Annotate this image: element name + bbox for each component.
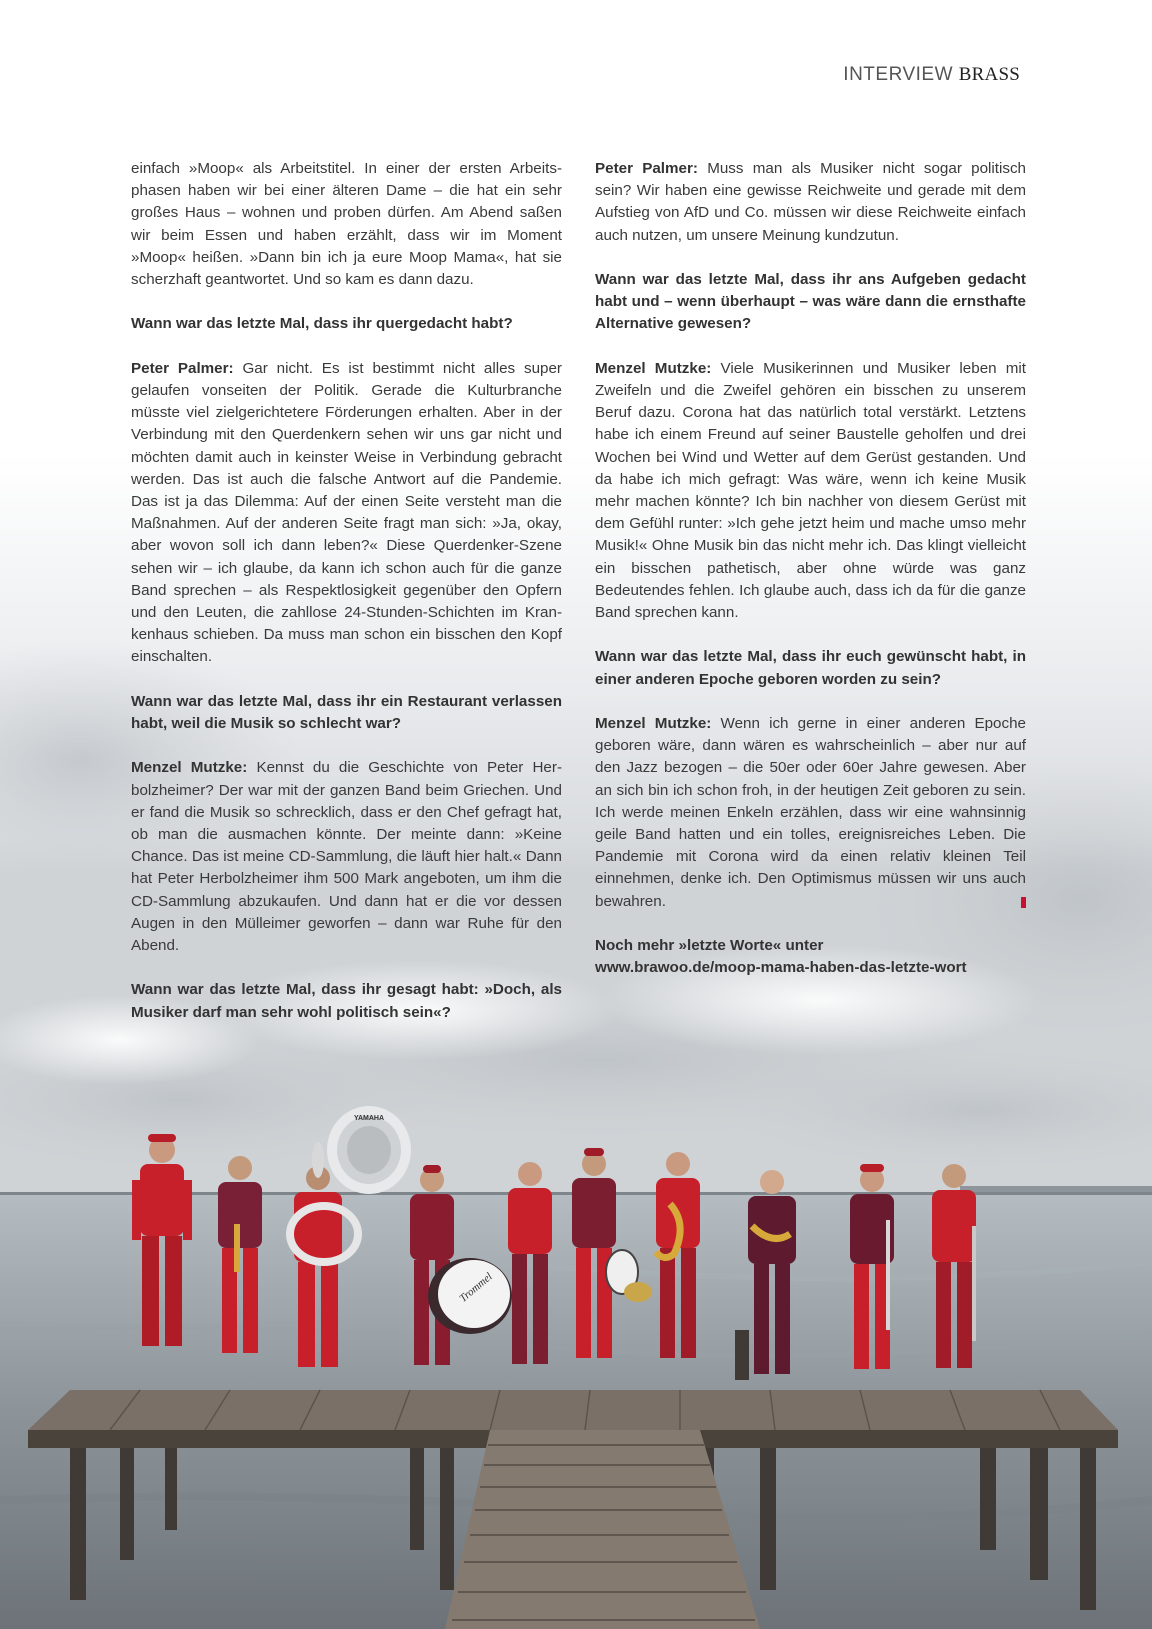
bass-drum <box>428 1258 512 1334</box>
left-column <box>131 158 562 1046</box>
answer-paragraph <box>131 757 562 957</box>
answer-text: Wenn ich gerne in einer anderen Epoche geboren wäre, dann wären es wahrscheinlich – aber nur auf den Jazz bezogen – die 50er oder 60er Jahre gewesen. Aber an sich bin ich schon froh, in der heutigen Zeit geboren zu sein. Ich werde meinen Enkeln erzählen, dass wir eine wahnsinnig geile Band hatten und ein tolles, ereignisreiches Leben. Die Pandemie mit Corona wird da einen relativ kleinen Teil einnehmen, denke ich. Den Optimismus müssen wir uns auch bewahren. <box>595 715 1026 910</box>
running-header <box>843 64 1020 86</box>
answer-text: einfach »Moop« als Arbeitstitel. In einer der ersten Arbeitsphasen haben wir bei einer älteren Dame – die hat ein sehr großes Haus – wohnen und proben dürfen. Am Abend saßen wir beim Essen und haben erzählt, dass wir im Moment »Moop« heißen. »Dann bin ich ja eure Moop Mama«, hat sie scherzhaft geantwortet. Und so kam es dann dazu. <box>131 160 562 289</box>
question: Wann war das letzte Mal, dass ihr euch gewünscht habt, in einer anderen Epoche geboren worden zu sein? <box>595 648 1026 688</box>
answer-paragraph <box>131 358 562 669</box>
question: Wann war das letzte Mal, dass ihr ein Restaurant verlassen habt, weil die Musik so schlecht war? <box>131 692 562 733</box>
answer-text: Gar nicht. Es ist bestimmt nicht alles super gelaufen vonseiten der Politik. Gerade die Kulturbranche müsste viel zielgerichtetere Förderungen erhalten. Aber in der Verbindung mit den Querdenkern sehen wir uns gar nicht und möchten damit auch in keinster Weise in Verbindung gebracht werden. Das ist auch die falsche Antwort auf die Pandemie. Das ist ja das Dilemma: Auf der einen Seite versteht man die Maßnahmen. Auf der anderen Seite fragt man sich: »Ja, okay, aber wovon soll ich dann leben?« Diese Querdenker-Szene sehen wir – ich glaube, da kann ich schon auch für die ganze Band sprechen – als Respektlosigkeit gegenüber den Opfern und den Leuten, die zahllose 24-Stunden-Schichten im Krankenhaus schieben. Da muss man schon ein bisschen den Kopf einschalten. <box>131 359 562 666</box>
right-column <box>595 158 1026 1002</box>
answer-paragraph <box>595 158 1026 247</box>
more-link-intro: Noch mehr »letzte Worte« unter <box>595 937 824 955</box>
sousaphone-bell <box>327 1106 411 1194</box>
answer-text: Kennst du die Geschichte von Peter Herbolzheimer? Der war mit der ganzen Band beim Griechen. Und er fand die Musik so schrecklich, dass er den Chef gefragt hat, ob man die ausmachen könnte. Der meinte dann: »Keine Chance. Das ist meine CD-Sammlung, die läuft hier halt.« Dann hat Peter Herbolzheimer ihm 500 Mark angeboten, um ihm die CD-Sammlung abzukaufen. Und dann hat er die vor dessen Augen in den Mülleimer geworfen – dann war Ruhe für den Abend. <box>131 759 563 955</box>
end-of-article-mark <box>1021 897 1026 908</box>
speaker-name: Peter Palmer: <box>131 359 234 377</box>
bass-drum-brand: Trommel <box>457 1270 495 1305</box>
answer-text: Viele Musikerinnen und Musiker leben mit Zweifeln und die Zweifel gehören ein bisschen zu unserem Beruf dazu. Corona hat das natürlich total verstärkt. Letztens habe ich einem Freund auf seiner Baustelle geholfen und drei Wochen bei Wind und Wetter auf dem Gerüst gestanden. Und da habe ich mich gefragt: Was wäre, wenn ich keine Musik mehr machen könnte? Ich bin nachher von diesem Gerüst mit dem Gefühl runter: »Ich gehe jetzt heim und mache umso mehr Musik!« Ohne Musik bin das nicht mehr ich. Das klingt vielleicht ein bisschen pathetisch, aber ohne würde was ganz Bedeutendes fehlen. Ich glaube auch, dass ich da für die ganze Band sprechen kann. <box>595 359 1026 622</box>
answer-text: Muss man als Musiker nicht sogar politisch sein? Wir haben eine gewisse Reichweite und gerade mit dem Aufstieg von AfD und Co. müssen wir diese Reichweite einfach auch nutzen, um unsere Meinung kundzutun. <box>595 160 1026 244</box>
speaker-name: Menzel Mutzke: <box>595 359 712 377</box>
question: Wann war das letzte Mal, dass ihr gesagt habt: »Doch, als Musiker darf man sehr wohl politisch sein«? <box>131 981 562 1021</box>
speaker-name: Peter Palmer: <box>595 160 698 177</box>
answer-paragraph <box>595 713 1026 913</box>
speaker-name: Menzel Mutzke: <box>595 715 712 733</box>
header-topic: BRASS <box>958 64 1020 85</box>
more-link-url[interactable]: www.brawoo.de/moop-mama-haben-das-letzte-wort <box>595 959 967 977</box>
question: Wann war das letzte Mal, dass ihr quergedacht habt? <box>131 315 513 333</box>
header-section: INTERVIEW <box>843 64 954 85</box>
more-link-block <box>595 935 1026 979</box>
sousaphone-brand: YAMAHA <box>353 1115 385 1122</box>
answer-paragraph <box>595 358 1026 624</box>
question: Wann war das letzte Mal, dass ihr ans Aufgeben gedacht habt und – wenn überhaupt – was wäre dann die ernsthafte Alternative gewesen? <box>595 271 1026 333</box>
answer-paragraph <box>131 158 562 291</box>
speaker-name: Menzel Mutzke: <box>131 759 248 777</box>
